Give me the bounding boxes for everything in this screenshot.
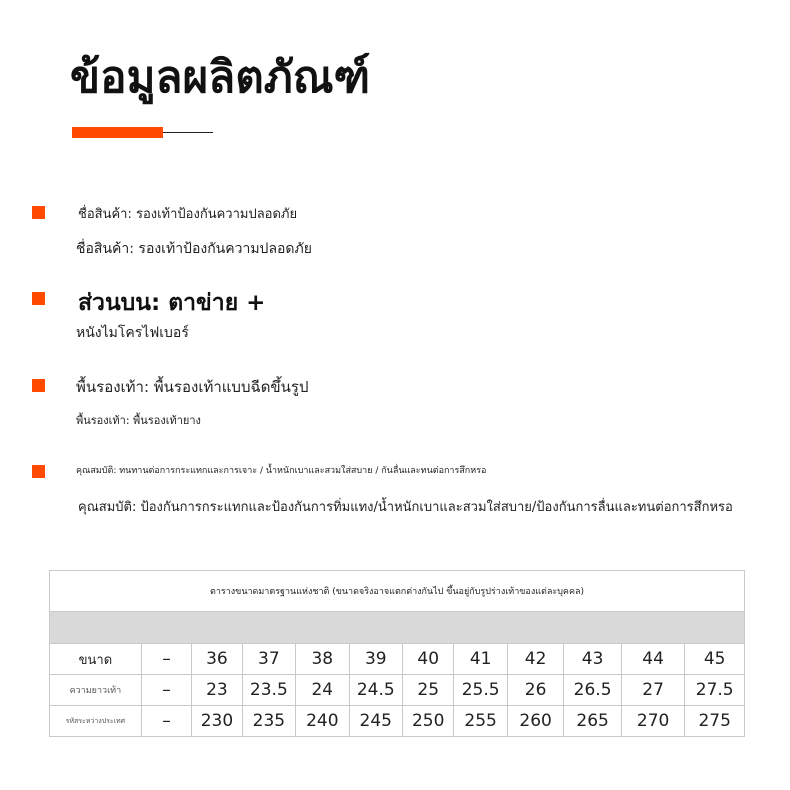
bullet-square-icon: [32, 292, 45, 305]
page-title: ข้อมูลผลิตภัณฑ์: [70, 52, 371, 103]
table-cell: 25.5: [454, 675, 507, 706]
item-heading: ชื่อสินค้า: รองเท้าป้องกันความปลอดภัย: [78, 207, 298, 222]
table-cell: 26: [507, 675, 563, 706]
row-label: รหัสระหว่างประเทศ: [50, 706, 142, 737]
table-cell: 45: [685, 644, 745, 675]
bullet-square-icon: [32, 465, 45, 478]
table-cell: 230: [192, 706, 242, 737]
item-detail: คุณสมบัติ: ป้องกันการกระแทกและป้องกันการทิ่มแทง/น้ำหนักเบาและสวมใส่สบาย/ป้องกันการลื่นและทนต่อการสึกหรอ: [78, 500, 733, 515]
table-cell: 265: [564, 706, 621, 737]
table-cell: 250: [402, 706, 453, 737]
item-detail: ชื่อสินค้า: รองเท้าป้องกันความปลอดภัย: [76, 241, 312, 257]
row-label: ความยาวเท้า: [50, 675, 142, 706]
bullet-square-icon: [32, 206, 45, 219]
table-cell: 260: [507, 706, 563, 737]
item-heading: คุณสมบัติ: ทนทานต่อการกระแทกและการเจาะ / น้ำหนักเบาและสวมใส่สบาย / กันลื่นและทนต่อการสึกหรอ: [76, 466, 487, 476]
table-cell: 41: [454, 644, 507, 675]
table-cell: 255: [454, 706, 507, 737]
table-cell: 43: [564, 644, 621, 675]
table-cell: 24.5: [349, 675, 402, 706]
table-cell: 23.5: [242, 675, 295, 706]
table-cell: 36: [192, 644, 242, 675]
table-cell: 26.5: [564, 675, 621, 706]
table-cell: 25: [402, 675, 453, 706]
item-heading: ส่วนบน: ตาข่าย +: [78, 290, 266, 316]
table-cell: 40: [402, 644, 453, 675]
item-detail: พื้นรองเท้า: พื้นรองเท้ายาง: [76, 414, 201, 427]
table-cell: 275: [685, 706, 745, 737]
row-label: ขนาด: [50, 644, 142, 675]
size-table-caption: ตารางขนาดมาตรฐานแห่งชาติ (ขนาดจริงอาจแตกต่างกันไป ขึ้นอยู่กับรูปร่างเท้าของแต่ละบุคคล): [50, 571, 745, 612]
table-cell: 38: [296, 644, 349, 675]
size-table-band: [50, 612, 745, 644]
table-row: [50, 644, 745, 675]
row-dash: –: [141, 706, 191, 737]
item-heading: พื้นรองเท้า: พื้นรองเท้าแบบฉีดขึ้นรูป: [76, 378, 309, 396]
bullet-square-icon: [32, 379, 45, 392]
table-cell: 44: [621, 644, 685, 675]
row-dash: –: [141, 675, 191, 706]
table-cell: 245: [349, 706, 402, 737]
row-dash: –: [141, 644, 191, 675]
table-cell: 270: [621, 706, 685, 737]
table-cell: 24: [296, 675, 349, 706]
table-cell: 235: [242, 706, 295, 737]
table-cell: 27: [621, 675, 685, 706]
table-cell: 37: [242, 644, 295, 675]
table-cell: 42: [507, 644, 563, 675]
table-cell: 240: [296, 706, 349, 737]
table-cell: 39: [349, 644, 402, 675]
table-row: [50, 675, 745, 706]
title-underline: [163, 132, 213, 133]
table-row: [50, 706, 745, 737]
title-accent-bar: [72, 127, 163, 138]
table-cell: 27.5: [685, 675, 745, 706]
size-table: [49, 570, 745, 737]
table-cell: 23: [192, 675, 242, 706]
item-detail: หนังไมโครไฟเบอร์: [76, 325, 189, 341]
